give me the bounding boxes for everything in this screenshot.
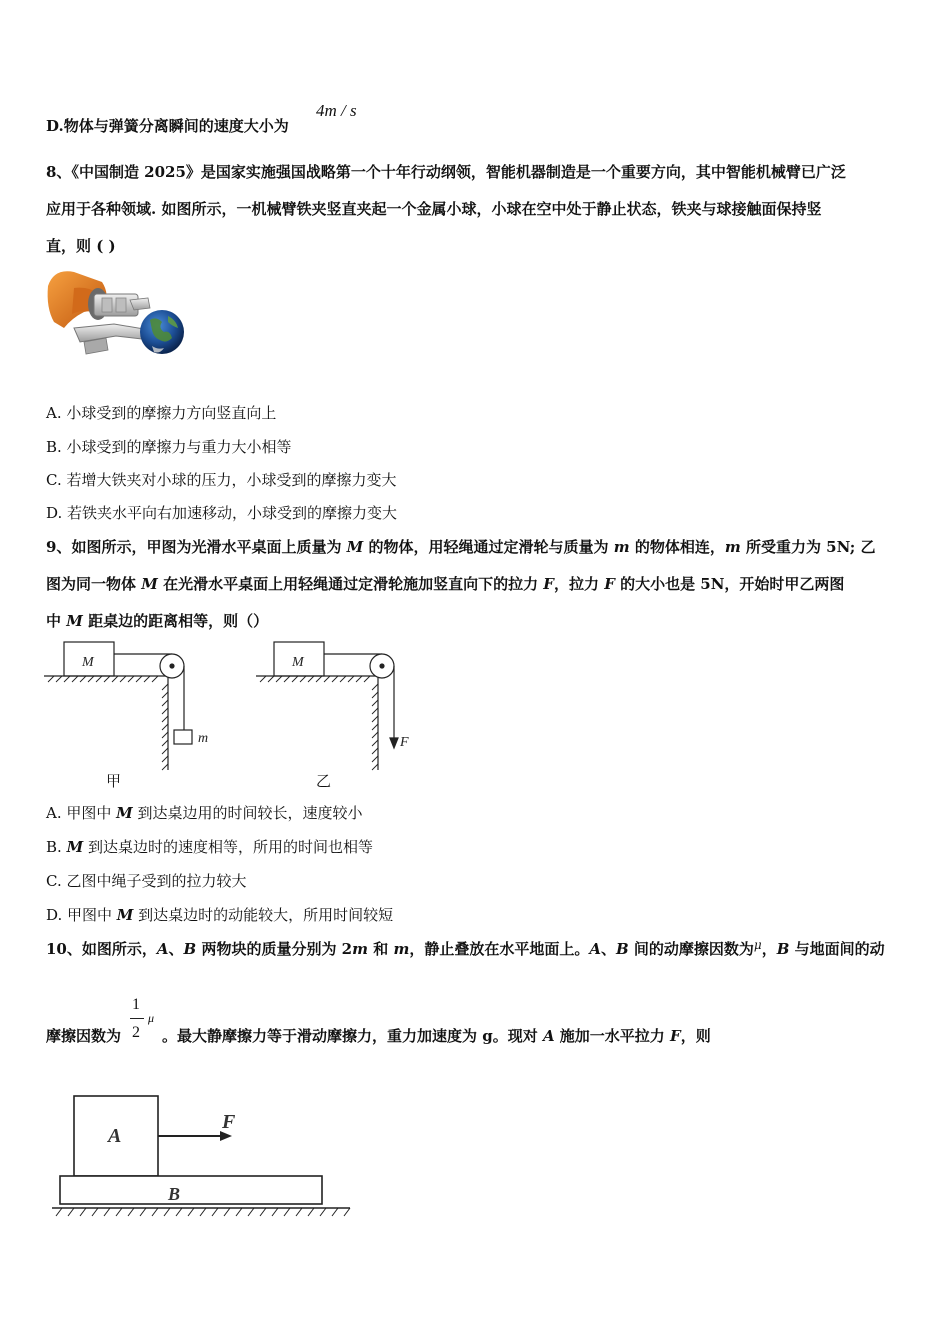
fig-yi-caption: 乙 xyxy=(316,772,332,790)
q9-var-M: M xyxy=(116,906,134,924)
q9-text: 中 xyxy=(46,612,67,630)
q9-text: 距桌边的距离相等，则（） xyxy=(82,612,269,630)
q8-option-a: A. 小球受到的摩擦力方向竖直向上 xyxy=(46,404,277,422)
q9-var-M: M xyxy=(116,804,133,822)
q9-stem-line2 xyxy=(46,574,844,594)
q9-text: 图为同一物体 xyxy=(46,575,142,593)
q10-var-F: F xyxy=(670,1027,681,1045)
fig-yi xyxy=(256,642,398,770)
q9-option-b xyxy=(46,837,373,857)
fig-yi-label-F: F xyxy=(400,735,409,750)
q10-stem-line2 xyxy=(162,1026,711,1046)
q8-option-d: D. 若铁夹水平向右加速移动，小球受到的摩擦力变大 xyxy=(46,504,398,522)
q9-stem-line3 xyxy=(46,611,268,631)
q9-var-M: M xyxy=(66,612,83,630)
q9-option-d xyxy=(46,905,393,925)
q9-option-a xyxy=(46,803,363,823)
q9-var-F: F xyxy=(604,575,615,593)
q10-text: 如图所示， xyxy=(81,940,157,958)
q9-option-text: B. xyxy=(46,838,67,856)
q10-text: 间的动摩擦因数为 xyxy=(628,940,754,958)
q10-var-B: B xyxy=(776,940,790,958)
q10-var-A: A xyxy=(589,940,601,958)
q10-text: 、 xyxy=(168,940,184,958)
q9-var-M: M xyxy=(346,538,364,556)
q10-blocks-figure xyxy=(50,1092,356,1218)
q10-text: 。最大静摩擦力等于滑动摩擦力，重力加速度为 g。现对 xyxy=(162,1027,543,1045)
q10-text: ，静止叠放在水平地面上。 xyxy=(409,940,590,958)
q7-option-d xyxy=(46,116,289,136)
q10-text: 施加一水平拉力 xyxy=(554,1027,671,1045)
q9-text: 所受重力为 5N; 乙 xyxy=(740,538,876,556)
q9-pulley-figures xyxy=(40,638,430,790)
fig-jia xyxy=(44,642,192,770)
q8-line1: 《中国制造 2025》是国家实施强国战略第一个十年行动纲领，智能机器制造是一个重要方向，其中智能机械臂已广泛 xyxy=(71,163,846,181)
q9-text: ，拉力 xyxy=(553,575,605,593)
q10-var-B: B xyxy=(616,940,629,958)
q10-var-A: A xyxy=(156,940,169,958)
q9-var-M: M xyxy=(66,838,84,856)
q9-text: 的物体，用轻绳通过定滑轮与质量为 xyxy=(363,538,614,556)
q7-option-d-label: D. xyxy=(46,117,64,135)
q10-fig-label-B: B xyxy=(168,1184,181,1204)
q8-number: 8、 xyxy=(46,163,72,181)
q10-frac-num: 1 xyxy=(132,996,140,1013)
q8-option-b: B. 小球受到的摩擦力与重力大小相等 xyxy=(46,438,292,456)
q9-option-c: C. 乙图中绳子受到的拉力较大 xyxy=(46,872,247,890)
q10-stem-line1 xyxy=(46,939,885,960)
robot-arm-figure xyxy=(44,268,188,376)
q10-var-m: m xyxy=(393,940,410,958)
q10-text: ， xyxy=(761,940,777,958)
q9-var-m: m xyxy=(724,538,741,556)
q10-stem-line2-start: 摩擦因数为 xyxy=(46,1027,122,1045)
q10-fig-label-A: A xyxy=(108,1125,122,1147)
q9-var-m: m xyxy=(613,538,630,556)
q8-option-c: C. 若增大铁夹对小球的压力，小球受到的摩擦力变大 xyxy=(46,471,397,489)
q9-option-text: 到达桌边用的时间较长，速度较小 xyxy=(132,804,363,822)
q10-mu: μ xyxy=(753,938,762,952)
q9-var-F: F xyxy=(543,575,554,593)
q9-number: 9、 xyxy=(46,538,72,556)
q7-option-d-text: 物体与弹簧分离瞬间的速度大小为 xyxy=(63,117,289,135)
q10-text: ，则 xyxy=(680,1027,711,1045)
q10-number: 10、 xyxy=(46,940,82,958)
q9-text: 的物体相连， xyxy=(629,538,725,556)
q10-frac-den: 2 xyxy=(132,1024,140,1041)
q9-option-text: D. 甲图中 xyxy=(46,906,117,924)
fig-jia-label-M: M xyxy=(82,655,94,670)
q9-option-text: 到达桌边时的动能较大，所用时间较短 xyxy=(133,906,394,924)
fig-jia-caption: 甲 xyxy=(106,772,122,790)
q9-option-text: 到达桌边时的速度相等，所用的时间也相等 xyxy=(83,838,373,856)
q8-line2: 应用于各种领域. 如图所示，一机械臂铁夹竖直夹起一个金属小球，小球在空中处于静止状态，铁夹与球接触面保持竖 xyxy=(46,200,822,218)
q10-fig-label-F: F xyxy=(222,1111,236,1133)
q10-var-A: A xyxy=(542,1027,555,1045)
q10-text: 与地面间的动 xyxy=(789,940,885,958)
q10-text: 和 xyxy=(368,940,394,958)
fig-yi-label-M: M xyxy=(292,655,304,670)
q10-frac-mu: μ xyxy=(148,1011,155,1025)
q8-stem-line1 xyxy=(46,162,846,182)
q9-option-text: A. 甲图中 xyxy=(46,804,117,822)
fig-jia-label-m: m xyxy=(198,731,209,746)
q10-frac-bar xyxy=(130,1018,144,1019)
q10-text: 、 xyxy=(600,940,616,958)
q9-text: 如图所示，甲图为光滑水平桌面上质量为 xyxy=(71,538,347,556)
q9-stem-line1 xyxy=(46,537,876,557)
q9-text: 的大小也是 5N，开始时甲乙两图 xyxy=(614,575,845,593)
q8-line3: 直，则 ( ) xyxy=(46,237,116,255)
q7-option-d-value: 4m / s xyxy=(316,101,357,120)
q10-var-m: m xyxy=(352,940,368,958)
q9-var-M: M xyxy=(141,575,158,593)
q10-var-B: B xyxy=(183,940,197,958)
q9-text: 在光滑水平桌面上用轻绳通过定滑轮施加竖直向下的拉力 xyxy=(157,575,544,593)
q10-text: 两物块的质量分别为 2 xyxy=(196,940,353,958)
